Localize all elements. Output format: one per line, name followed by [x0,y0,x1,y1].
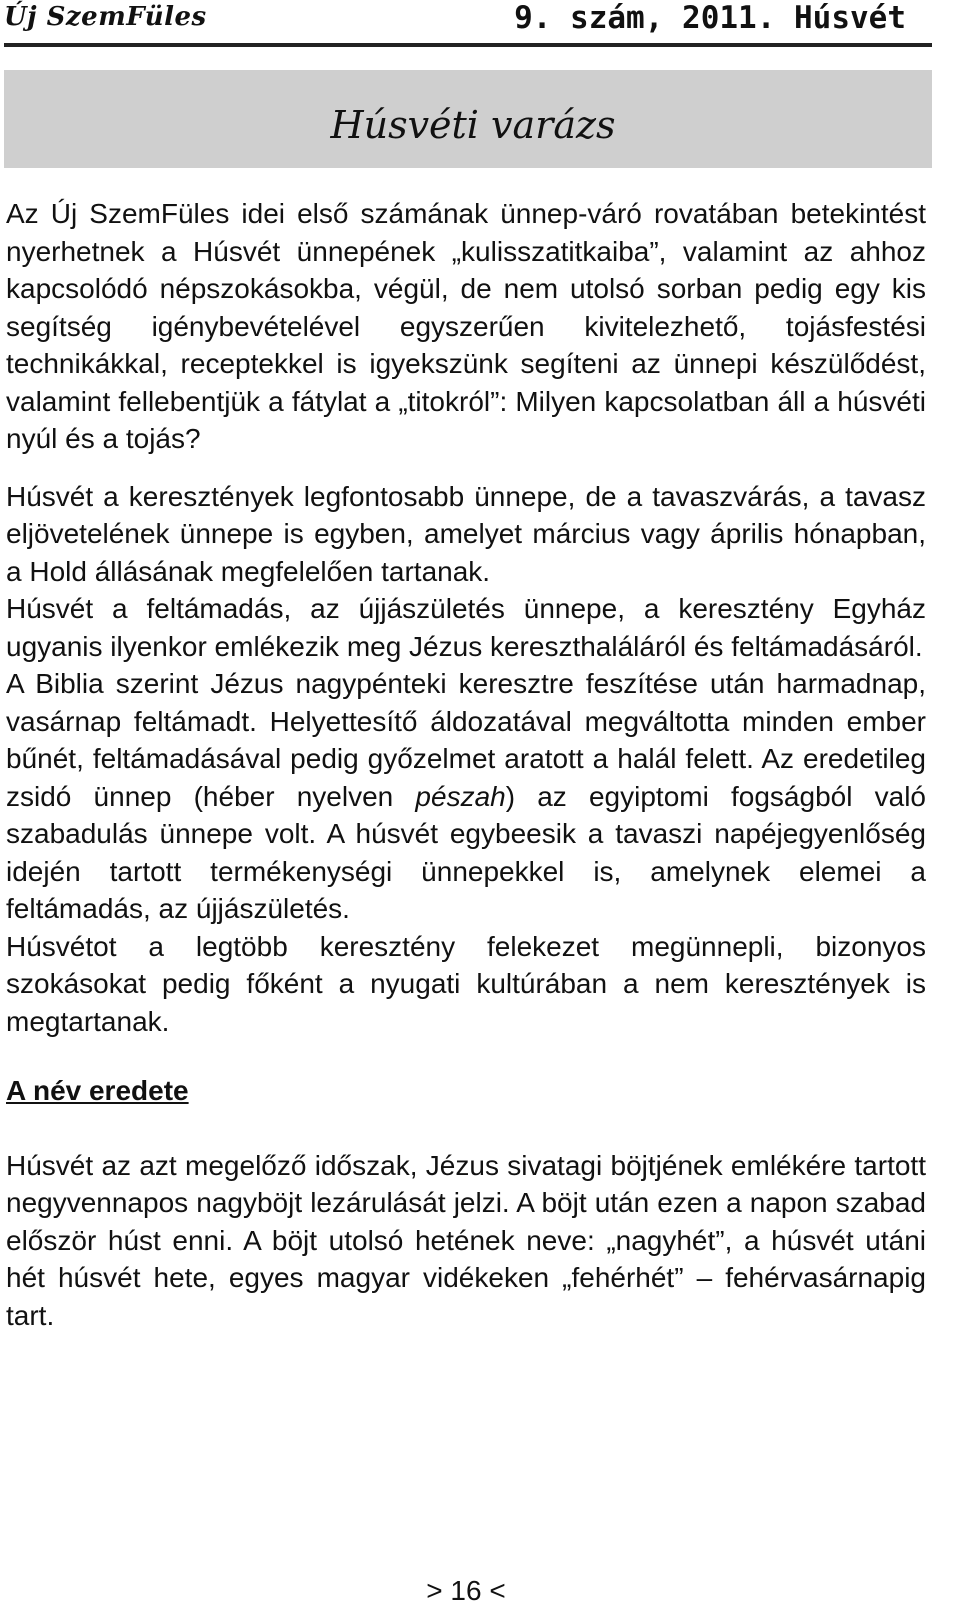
issue-label: 9. szám, 2011. Húsvét [514,0,906,36]
paragraph-3-text-start: A Biblia szerint Jézus nagypénteki keresztre feszítése után harmadnap, vasárnap feltámadt. Helyettesítő áldozatával megváltotta minden ember bűnét, feltámadásával pedig győzelmet aratott a halál felett. Az eredetileg zsidó ünnep (héber nyelven [6,668,926,812]
body-paragraph-1: Húsvét a keresztények legfontosabb ünnepe, de a tavaszvárás, a tavasz eljövetelének ünnepe is egyben, amelyet március vagy április hónapban, a Hold állásának megfelelően tartanak. [6,480,926,587]
body-paragraph-5: Húsvét az azt megelőző időszak, Jézus sivatagi böjtjének emlékére tartott negyvennapos nagyböjt lezárulását jelzi. A böjt után ezen a napon szabad először húst enni. A böjt utolsó hetének neve: „nagyhét”, a húsvét utáni hét húsvét hete, egyes magyar vidékeken „fehérhét” – fehérvasárnapig tart. [6,1149,926,1331]
paragraph-3-italic-term: pészah [415,780,506,812]
body-paragraph-2: Húsvét a feltámadás, az újjászületés ünnepe, a keresztény Egyház ugyanis ilyenkor emlékezik meg Jézus kereszthaláláról és feltámadásáról. [6,593,926,662]
title-banner [4,70,932,168]
section-subheading: A név eredete [6,1075,189,1106]
publication-name: Új SzemFüles [4,2,207,32]
body-paragraph-4: Húsvétot a legtöbb keresztény felekezet megünnepli, bizonyos szokásokat pedig főként a nyugati kultúrában a nem keresztények is megtartanak. [6,930,926,1037]
paragraph-3-text-end: ) az egyiptomi fogságból való szabadulás ünnepe volt. A húsvét egybeesik a tavaszi napéjegyenlőség idején tartott termékenységi ünnepekkel is, amelynek elemei a feltámadás, az újjászületés. [6,780,926,924]
article-body [6,195,926,1334]
page-number: > 16 < [426,1575,506,1606]
body-paragraph-3 [6,665,926,928]
page-header [4,0,932,44]
header-divider [4,43,932,47]
intro-paragraph: Az Új SzemFüles idei első számának ünnep-váró rovatában betekintést nyerhetnek a Húsvét ünnepének „kulisszatitkaiba”, valamint az ahhoz kapcsolódó népszokásokba, végül, de nem utolsó sorban pedig egy kis segítség igénybevételével egyszerűen kivitelezhető, tojásfestési technikákkal, receptekkel is igyekszünk segíteni az ünnepi készülődést, valamint fellebentjük a fátylat a „titokról”: Milyen kapcsolatban áll a húsvéti nyúl és a tojás? [6,198,926,454]
article-title: Húsvéti varázs [330,103,616,147]
